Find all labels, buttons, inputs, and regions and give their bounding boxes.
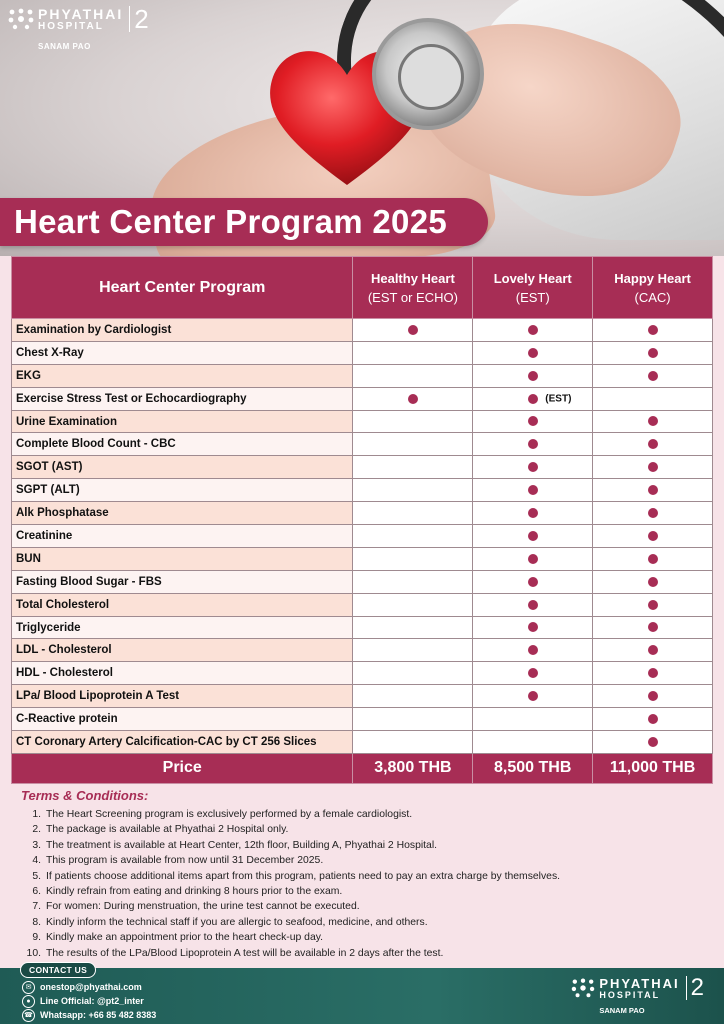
included-cell-healthy	[353, 364, 473, 387]
price-healthy-heart: 3,800 THB	[353, 753, 473, 783]
table-row	[12, 433, 713, 456]
header-lovely-heart	[473, 257, 593, 319]
included-cell-healthy	[353, 433, 473, 456]
table-row	[12, 708, 713, 731]
terms-number: 7.	[32, 901, 41, 913]
exam-item: Triglyceride	[12, 616, 353, 639]
table-row	[12, 502, 713, 525]
included-dot-icon	[648, 325, 658, 335]
included-cell-healthy	[353, 662, 473, 685]
package-sub: (CAC)	[634, 289, 671, 305]
included-dot-icon	[528, 577, 538, 587]
included-cell-lovely	[473, 593, 593, 616]
included-dot-icon	[528, 622, 538, 632]
exam-item: SGOT (AST)	[12, 456, 353, 479]
included-dot-icon	[528, 348, 538, 358]
terms-number: 2.	[32, 824, 41, 836]
included-cell-lovely	[473, 662, 593, 685]
table-row	[12, 319, 713, 342]
table-row	[12, 639, 713, 662]
included-dot-icon	[528, 485, 538, 495]
terms-item	[21, 915, 711, 930]
terms-number: 8.	[32, 916, 41, 928]
terms-text: The treatment is available at Heart Center, 12th floor, Building A, Phyathai 2 Hospital.	[46, 839, 438, 851]
package-name: Happy Heart	[614, 270, 691, 286]
terms-number: 5.	[32, 870, 41, 882]
terms-item	[21, 899, 711, 914]
included-cell-happy	[593, 639, 713, 662]
table-row	[12, 593, 713, 616]
package-sub: (EST or ECHO)	[367, 289, 458, 305]
included-cell-lovely	[473, 410, 593, 433]
included-dot-icon	[528, 554, 538, 564]
included-cell-lovely	[473, 341, 593, 364]
exam-item: Complete Blood Count - CBC	[12, 433, 353, 456]
included-dot-icon	[648, 462, 658, 472]
exam-item: C-Reactive protein	[12, 708, 353, 731]
included-cell-healthy	[353, 547, 473, 570]
included-cell-happy	[593, 319, 713, 342]
included-cell-happy	[593, 685, 713, 708]
included-cell-lovely	[473, 639, 593, 662]
included-dot-icon	[648, 714, 658, 724]
exam-item: Fasting Blood Sugar - FBS	[12, 570, 353, 593]
logo-mark-icon	[8, 8, 34, 30]
logo-brand: PHYATHAI	[599, 975, 680, 991]
included-cell-healthy	[353, 479, 473, 502]
exam-item: BUN	[12, 547, 353, 570]
terms-number: 3.	[32, 839, 41, 851]
included-dot-icon	[528, 416, 538, 426]
contact-us-tag: CONTACT US	[20, 962, 96, 978]
included-cell-happy	[593, 662, 713, 685]
included-dot-icon	[408, 394, 418, 404]
header-healthy-heart	[353, 257, 473, 319]
included-cell-lovely	[473, 387, 593, 410]
included-cell-healthy	[353, 502, 473, 525]
included-cell-happy	[593, 433, 713, 456]
logo-number: 2	[686, 976, 704, 1000]
included-cell-lovely	[473, 708, 593, 731]
included-cell-healthy	[353, 731, 473, 754]
included-cell-healthy	[353, 319, 473, 342]
included-dot-icon	[648, 508, 658, 518]
package-name: Healthy Heart	[370, 270, 455, 286]
included-cell-lovely	[473, 731, 593, 754]
contact-whatsapp-text: Whatsapp: +66 85 482 8383	[40, 1010, 157, 1020]
included-cell-healthy	[353, 570, 473, 593]
logo-branch: SANAM PAO	[599, 1006, 645, 1015]
contact-line[interactable]	[22, 994, 156, 1008]
included-cell-healthy	[353, 341, 473, 364]
included-dot-icon	[648, 691, 658, 701]
terms-text: For women: During menstruation, the urine test cannot be executed.	[46, 901, 360, 913]
footer	[0, 965, 724, 1024]
terms-number: 6.	[32, 886, 41, 898]
terms-item	[21, 822, 711, 837]
terms-title: Terms & Conditions:	[21, 788, 149, 803]
terms-item	[21, 807, 711, 822]
included-cell-happy	[593, 731, 713, 754]
logo-brand: PHYATHAI	[38, 5, 124, 22]
terms-number: 9.	[32, 932, 41, 944]
terms-text: If patients choose additional items apart from this program, patients need to pay an extra charge by themselves.	[46, 870, 561, 882]
contact-whatsapp[interactable]	[22, 1008, 156, 1022]
table-row	[12, 570, 713, 593]
terms-list	[21, 807, 711, 961]
terms-text: Kindly inform the technical staff if you are allergic to seafood, medicine, and others.	[46, 916, 428, 928]
exam-item: LPa/ Blood Lipoprotein A Test	[12, 685, 353, 708]
terms-text: The package is available at Phyathai 2 Hospital only.	[46, 824, 289, 836]
included-dot-icon	[528, 394, 538, 404]
table-row	[12, 525, 713, 548]
included-cell-healthy	[353, 708, 473, 731]
included-dot-icon	[528, 462, 538, 472]
terms-text: The results of the LPa/Blood Lipoprotein A test will be available in 2 days after the test.	[46, 947, 444, 959]
price-happy-heart: 11,000 THB	[593, 753, 713, 783]
exam-item: SGPT (ALT)	[12, 479, 353, 502]
included-cell-lovely	[473, 616, 593, 639]
logo-brand-sub: HOSPITAL	[38, 20, 104, 32]
included-cell-happy	[593, 547, 713, 570]
included-cell-happy	[593, 341, 713, 364]
table-row	[12, 341, 713, 364]
table-row	[12, 479, 713, 502]
included-dot-icon	[648, 531, 658, 541]
cell-note: (EST)	[545, 393, 572, 405]
included-cell-lovely	[473, 479, 593, 502]
contact-list	[22, 980, 156, 1022]
price-lovely-heart: 8,500 THB	[473, 753, 593, 783]
exam-item: Total Cholesterol	[12, 593, 353, 616]
table-row	[12, 387, 713, 410]
included-dot-icon	[648, 600, 658, 610]
logo-branch: SANAM PAO	[38, 42, 91, 51]
included-cell-lovely	[473, 502, 593, 525]
included-cell-lovely	[473, 433, 593, 456]
included-dot-icon	[528, 691, 538, 701]
exam-item: Exercise Stress Test or Echocardiography	[12, 387, 353, 410]
included-dot-icon	[648, 622, 658, 632]
stethoscope-icon	[372, 18, 484, 130]
terms-text: Kindly refrain from eating and drinking 8 hours prior to the exam.	[46, 886, 343, 898]
included-dot-icon	[648, 645, 658, 655]
included-cell-lovely	[473, 456, 593, 479]
included-dot-icon	[528, 371, 538, 381]
included-dot-icon	[528, 531, 538, 541]
hospital-logo	[8, 6, 149, 51]
terms-item	[21, 946, 711, 961]
table-row	[12, 456, 713, 479]
exam-item: Creatinine	[12, 525, 353, 548]
table-header-row	[12, 257, 713, 319]
included-cell-healthy	[353, 616, 473, 639]
table-row	[12, 685, 713, 708]
included-dot-icon	[528, 439, 538, 449]
included-cell-healthy	[353, 639, 473, 662]
table-row	[12, 731, 713, 754]
exam-item: Chest X-Ray	[12, 341, 353, 364]
included-cell-happy	[593, 456, 713, 479]
contact-line-text: Line Official: @pt2_inter	[40, 996, 144, 1006]
terms-number: 1.	[32, 809, 41, 820]
table-row	[12, 410, 713, 433]
terms-item	[21, 853, 711, 868]
included-cell-happy	[593, 410, 713, 433]
included-dot-icon	[528, 508, 538, 518]
included-dot-icon	[528, 600, 538, 610]
line-chat-icon: ●	[22, 995, 35, 1008]
included-cell-lovely	[473, 570, 593, 593]
header-program: Heart Center Program	[12, 257, 353, 319]
included-cell-happy	[593, 616, 713, 639]
included-cell-happy	[593, 593, 713, 616]
package-name: Lovely Heart	[493, 270, 572, 286]
included-dot-icon	[648, 485, 658, 495]
included-cell-healthy	[353, 525, 473, 548]
included-cell-healthy	[353, 410, 473, 433]
included-dot-icon	[408, 325, 418, 335]
included-cell-healthy	[353, 387, 473, 410]
logo-mark-icon	[571, 978, 595, 998]
email-icon: ✉	[22, 981, 35, 994]
included-cell-lovely	[473, 319, 593, 342]
table-row	[12, 616, 713, 639]
included-cell-happy	[593, 364, 713, 387]
included-cell-happy	[593, 387, 713, 410]
included-cell-happy	[593, 708, 713, 731]
included-dot-icon	[648, 577, 658, 587]
phone-icon: ☎	[22, 1009, 35, 1022]
included-cell-healthy	[353, 593, 473, 616]
included-dot-icon	[648, 439, 658, 449]
exam-item: Alk Phosphatase	[12, 502, 353, 525]
included-cell-lovely	[473, 364, 593, 387]
table-row	[12, 364, 713, 387]
exam-item: CT Coronary Artery Calcification-CAC by CT 256 Slices	[12, 731, 353, 754]
included-dot-icon	[528, 645, 538, 655]
included-cell-lovely	[473, 685, 593, 708]
exam-item: HDL - Cholesterol	[12, 662, 353, 685]
included-dot-icon	[528, 325, 538, 335]
included-cell-lovely	[473, 547, 593, 570]
terms-section	[21, 788, 711, 961]
included-cell-happy	[593, 525, 713, 548]
exam-item: Examination by Cardiologist	[12, 319, 353, 342]
included-dot-icon	[648, 668, 658, 678]
included-cell-healthy	[353, 685, 473, 708]
exam-item: LDL - Cholesterol	[12, 639, 353, 662]
included-cell-happy	[593, 479, 713, 502]
included-dot-icon	[648, 416, 658, 426]
header-happy-heart	[593, 257, 713, 319]
page-title: Heart Center Program 2025	[14, 203, 448, 240]
terms-item	[21, 838, 711, 853]
exam-item: Urine Examination	[12, 410, 353, 433]
included-cell-healthy	[353, 456, 473, 479]
terms-number: 4.	[32, 855, 41, 867]
contact-email[interactable]	[22, 980, 156, 994]
table-body	[12, 319, 713, 754]
price-row	[12, 753, 713, 783]
included-dot-icon	[648, 737, 658, 747]
footer-hospital-logo	[571, 976, 704, 1015]
exam-item: EKG	[12, 364, 353, 387]
included-dot-icon	[648, 348, 658, 358]
logo-number: 2	[129, 6, 148, 32]
price-label: Price	[12, 753, 353, 783]
logo-brand-sub: HOSPITAL	[599, 989, 661, 1000]
terms-item	[21, 930, 711, 945]
included-cell-happy	[593, 570, 713, 593]
package-sub: (EST)	[515, 289, 550, 305]
program-table	[11, 256, 713, 784]
terms-item	[21, 884, 711, 899]
title-banner	[0, 198, 488, 246]
contact-email-text: onestop@phyathai.com	[40, 982, 142, 992]
table-row	[12, 662, 713, 685]
terms-text: The Heart Screening program is exclusively performed by a female cardiologist.	[46, 809, 413, 820]
included-dot-icon	[648, 371, 658, 381]
terms-text: Kindly make an appointment prior to the heart check-up day.	[46, 932, 324, 944]
table-row	[12, 547, 713, 570]
included-cell-lovely	[473, 525, 593, 548]
terms-number: 10.	[26, 947, 41, 959]
terms-text: This program is available from now until 31 December 2025.	[46, 855, 324, 867]
included-dot-icon	[648, 554, 658, 564]
included-cell-happy	[593, 502, 713, 525]
terms-item	[21, 869, 711, 884]
included-dot-icon	[528, 668, 538, 678]
